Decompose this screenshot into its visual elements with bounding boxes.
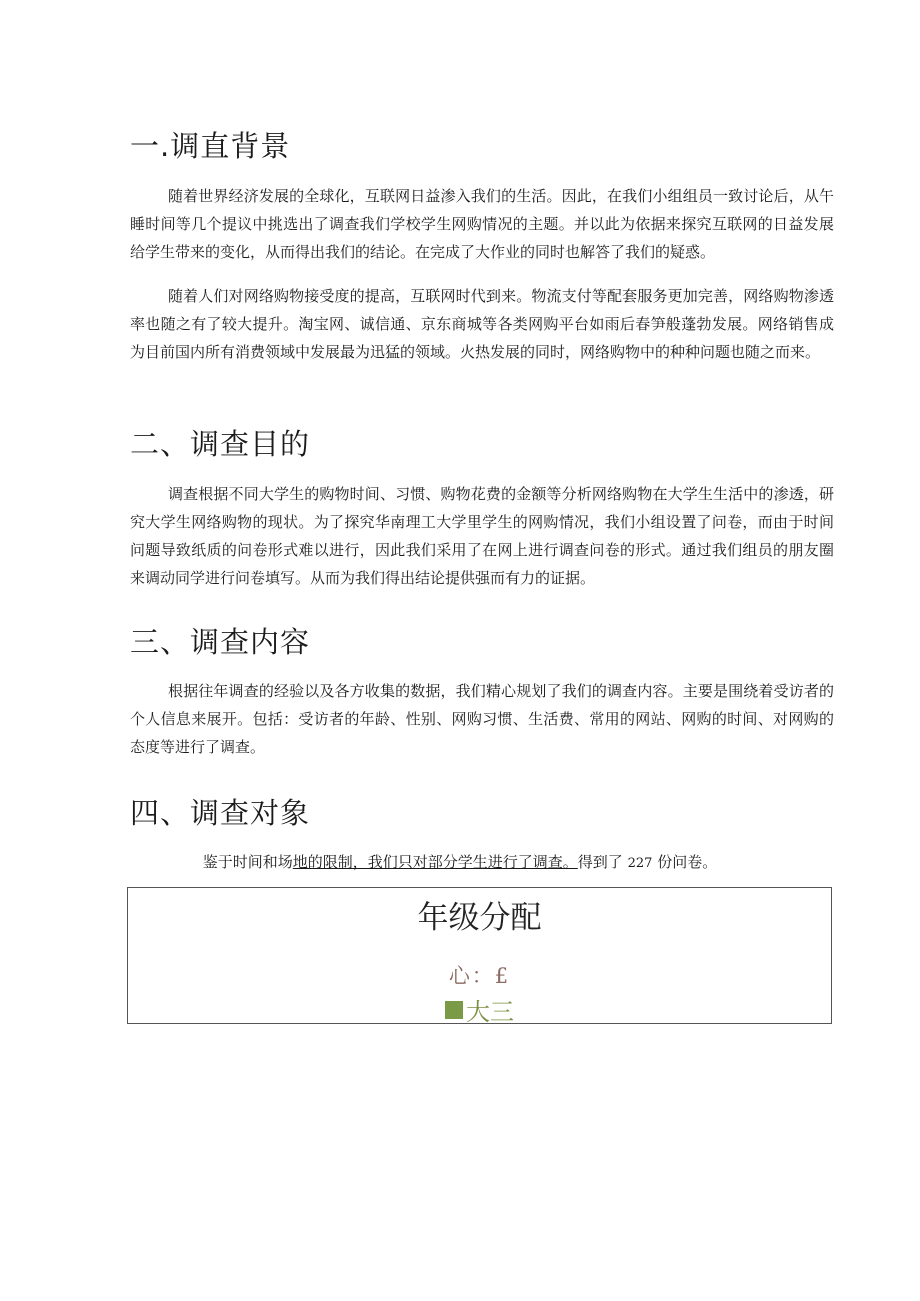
legend-label: 大三 [466, 998, 514, 1026]
section-heading-subjects: 四、调查对象 [130, 796, 311, 830]
chart-legend [128, 992, 831, 1027]
chart-data-label: 心：£ [448, 964, 511, 988]
section-heading-content: 三、调查内容 [130, 625, 311, 659]
section-heading-background: 一.调直背景 [130, 129, 291, 163]
paragraph-content: 根据往年调查的经验以及各方收集的数据，我们精心规划了我们的调查内容。主要是围绕着受访者的个人信息来展开。包括：受访者的年龄、性别、网购习惯、生活费、常用的网站、网购的时间、对网购的态度等进行了调查。 [130, 682, 834, 756]
survey-note-prefix: 鉴于时间和场 [202, 853, 293, 871]
paragraph-purpose: 调查根据不同大学生的购物时间、习惯、购物花费的金额等分析网络购物在大学生生活中的渗透，研究大学生网络购物的现状。为了探究华南理工大学里学生的网购情况，我们小组设置了问卷，而由于时间问题导致纸质的问卷形式难以进行，因此我们采用了在网上进行调查问卷的形式。通过我们组员的朋友圈来调动同学进行问卷填写。从而为我们得出结论提供强而有力的证据。 [130, 485, 834, 587]
paragraph-background-2: 随着人们对网络购物接受度的提高，互联网时代到来。物流支付等配套服务更加完善，网络购物渗透率也随之有了较大提升。淘宝网、诚信通、京东商城等各类网购平台如雨后春笋般蓬勃发展。网络销售成为目前国内所有消费领域中发展最为迅猛的领域。火热发展的同时，网络购物中的种种问题也随之而来。 [130, 287, 834, 361]
survey-note-suffix: 份问卷。 [657, 853, 718, 871]
chart-title: 年级分配 [417, 900, 542, 936]
survey-note-middle: 得到了 [577, 853, 623, 871]
survey-note-underlined: 地的限制，我们只对部分学生进行了调查。 [292, 853, 578, 871]
survey-count: 227 [627, 856, 653, 871]
paragraph-background-1: 随着世界经济发展的全球化，互联网日益渗入我们的生活。因此，在我们小组组员一致讨论后，从午睡时间等几个提议中挑选出了调查我们学校学生网购情况的主题。并以此为依据来探究互联网的日益发展给学生带来的变化，从而得出我们的结论。在完成了大作业的同时也解答了我们的疑惑。 [130, 187, 834, 261]
grade-distribution-chart [127, 887, 832, 1024]
legend-swatch [445, 1001, 463, 1019]
section-heading-purpose: 二、调查目的 [130, 427, 311, 461]
survey-note [0, 850, 920, 876]
